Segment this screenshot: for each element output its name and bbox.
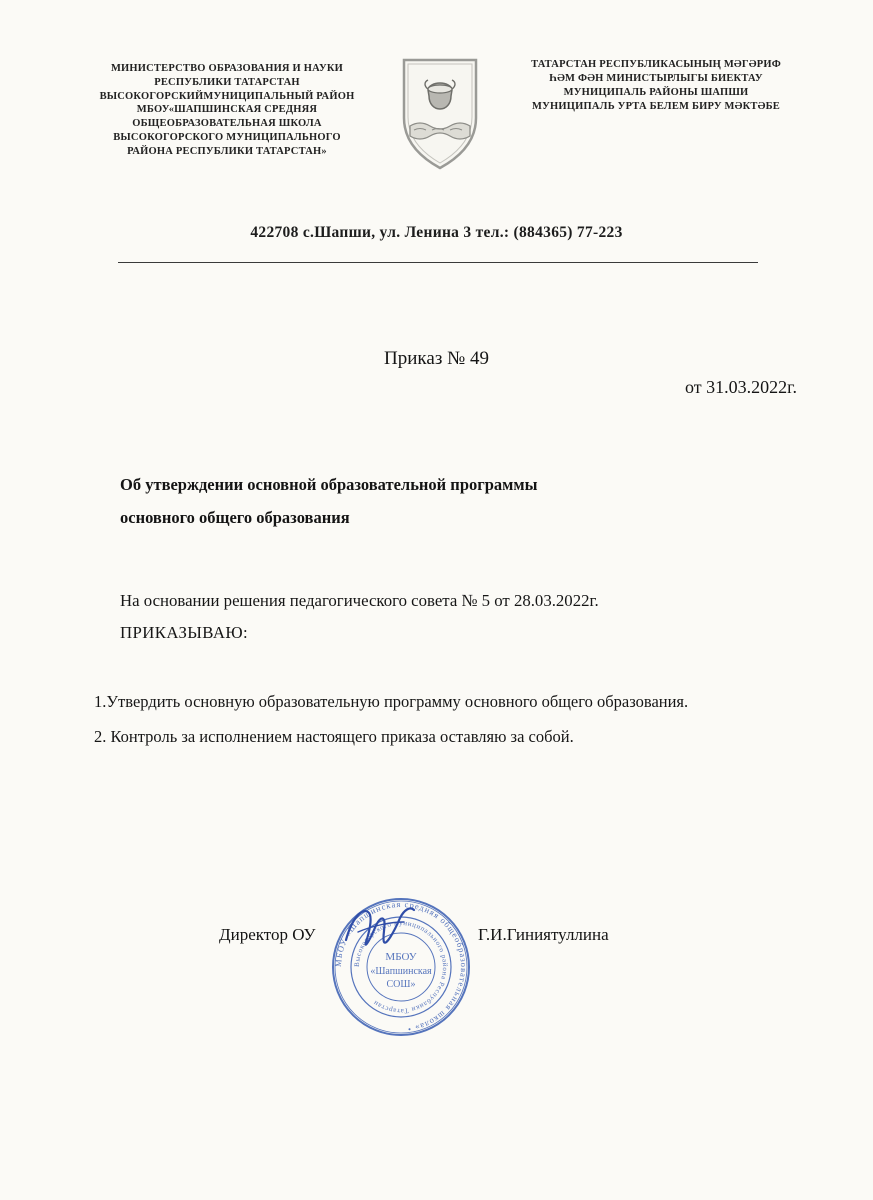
stamp-center-line3: СОШ»	[386, 979, 416, 990]
order-item-2: 2. Контроль за исполнением настоящего приказа оставляю за собой.	[94, 727, 574, 746]
order-item-1: 1.Утвердить основную образовательную программу основного общего образования.	[94, 692, 689, 711]
stamp-inner-ring-text: Высокогорского муниципального района Республики Татарстан	[352, 918, 450, 1016]
order-title: Приказ № 49	[384, 348, 489, 369]
signatory-position: Директор ОУ	[219, 925, 316, 944]
stamp-center-line2: «Шапшинская	[370, 966, 432, 977]
order-resolve-word: ПРИКАЗЫВАЮ:	[120, 623, 249, 642]
signatory-name: Г.И.Гиниятуллина	[478, 925, 609, 944]
header-right-line: ТАТАРСТАН РЕСПУБЛИКАСЫНЫҢ МӘГӘРИФ	[531, 59, 781, 70]
coat-of-arms-icon	[398, 56, 482, 172]
header-divider	[118, 262, 758, 263]
stamp-center-line1: МБОУ	[385, 951, 417, 963]
header-left-line: МБОУ«ШАПШИНСКАЯ СРЕДНЯЯ	[136, 104, 318, 116]
header-org-name-tatar	[500, 58, 812, 114]
handwritten-signature	[338, 898, 468, 958]
header-right-line: МУНИЦИПАЛЬ УРТА БЕЛЕМ БИРУ МӘКТӘБЕ	[532, 101, 780, 112]
order-subject-line2: основного общего образования	[120, 508, 350, 527]
header-left-line: ВЫСОКОГОРСКОГО МУНИЦИПАЛЬНОГО	[113, 131, 341, 143]
header-right-line: ҺӘМ ФӘН МИНИСТЫРЛЫГЫ БИЕКТАУ	[549, 73, 763, 84]
header-left-line: МИНИСТЕРСТВО ОБРАЗОВАНИЯ И НАУКИ	[110, 63, 344, 74]
header-left-line: ВЫСОКОГОРСКИЙМУНИЦИПАЛЬНЫЙ РАЙОН	[99, 90, 355, 102]
org-address-line: 422708 с.Шапши, ул. Ленина 3 тел.: (884365) 77-223	[250, 224, 623, 241]
order-date: от 31.03.2022г.	[685, 377, 797, 397]
header-org-name-russian	[88, 62, 366, 159]
header-left-line: ОБЩЕОБРАЗОВАТЕЛЬНАЯ ШКОЛА	[132, 118, 322, 130]
order-basis: На основании решения педагогического совета № 5 от 28.03.2022г.	[120, 591, 599, 610]
header-right-line: МУНИЦИПАЛЬ РАЙОНЫ ШАПШИ	[563, 87, 749, 98]
header-left-line: РЕСПУБЛИКИ ТАТАРСТАН	[154, 76, 300, 88]
stamp-outer-ring-text: МБОУ «Шапшинская средняя общеобразовательная школа» •	[332, 898, 470, 1035]
header-left-line: РАЙОНА РЕСПУБЛИКИ ТАТАРСТАН»	[127, 145, 327, 157]
order-subject	[120, 468, 760, 534]
order-subject-line1: Об утверждении основной образовательной программы	[120, 475, 538, 494]
